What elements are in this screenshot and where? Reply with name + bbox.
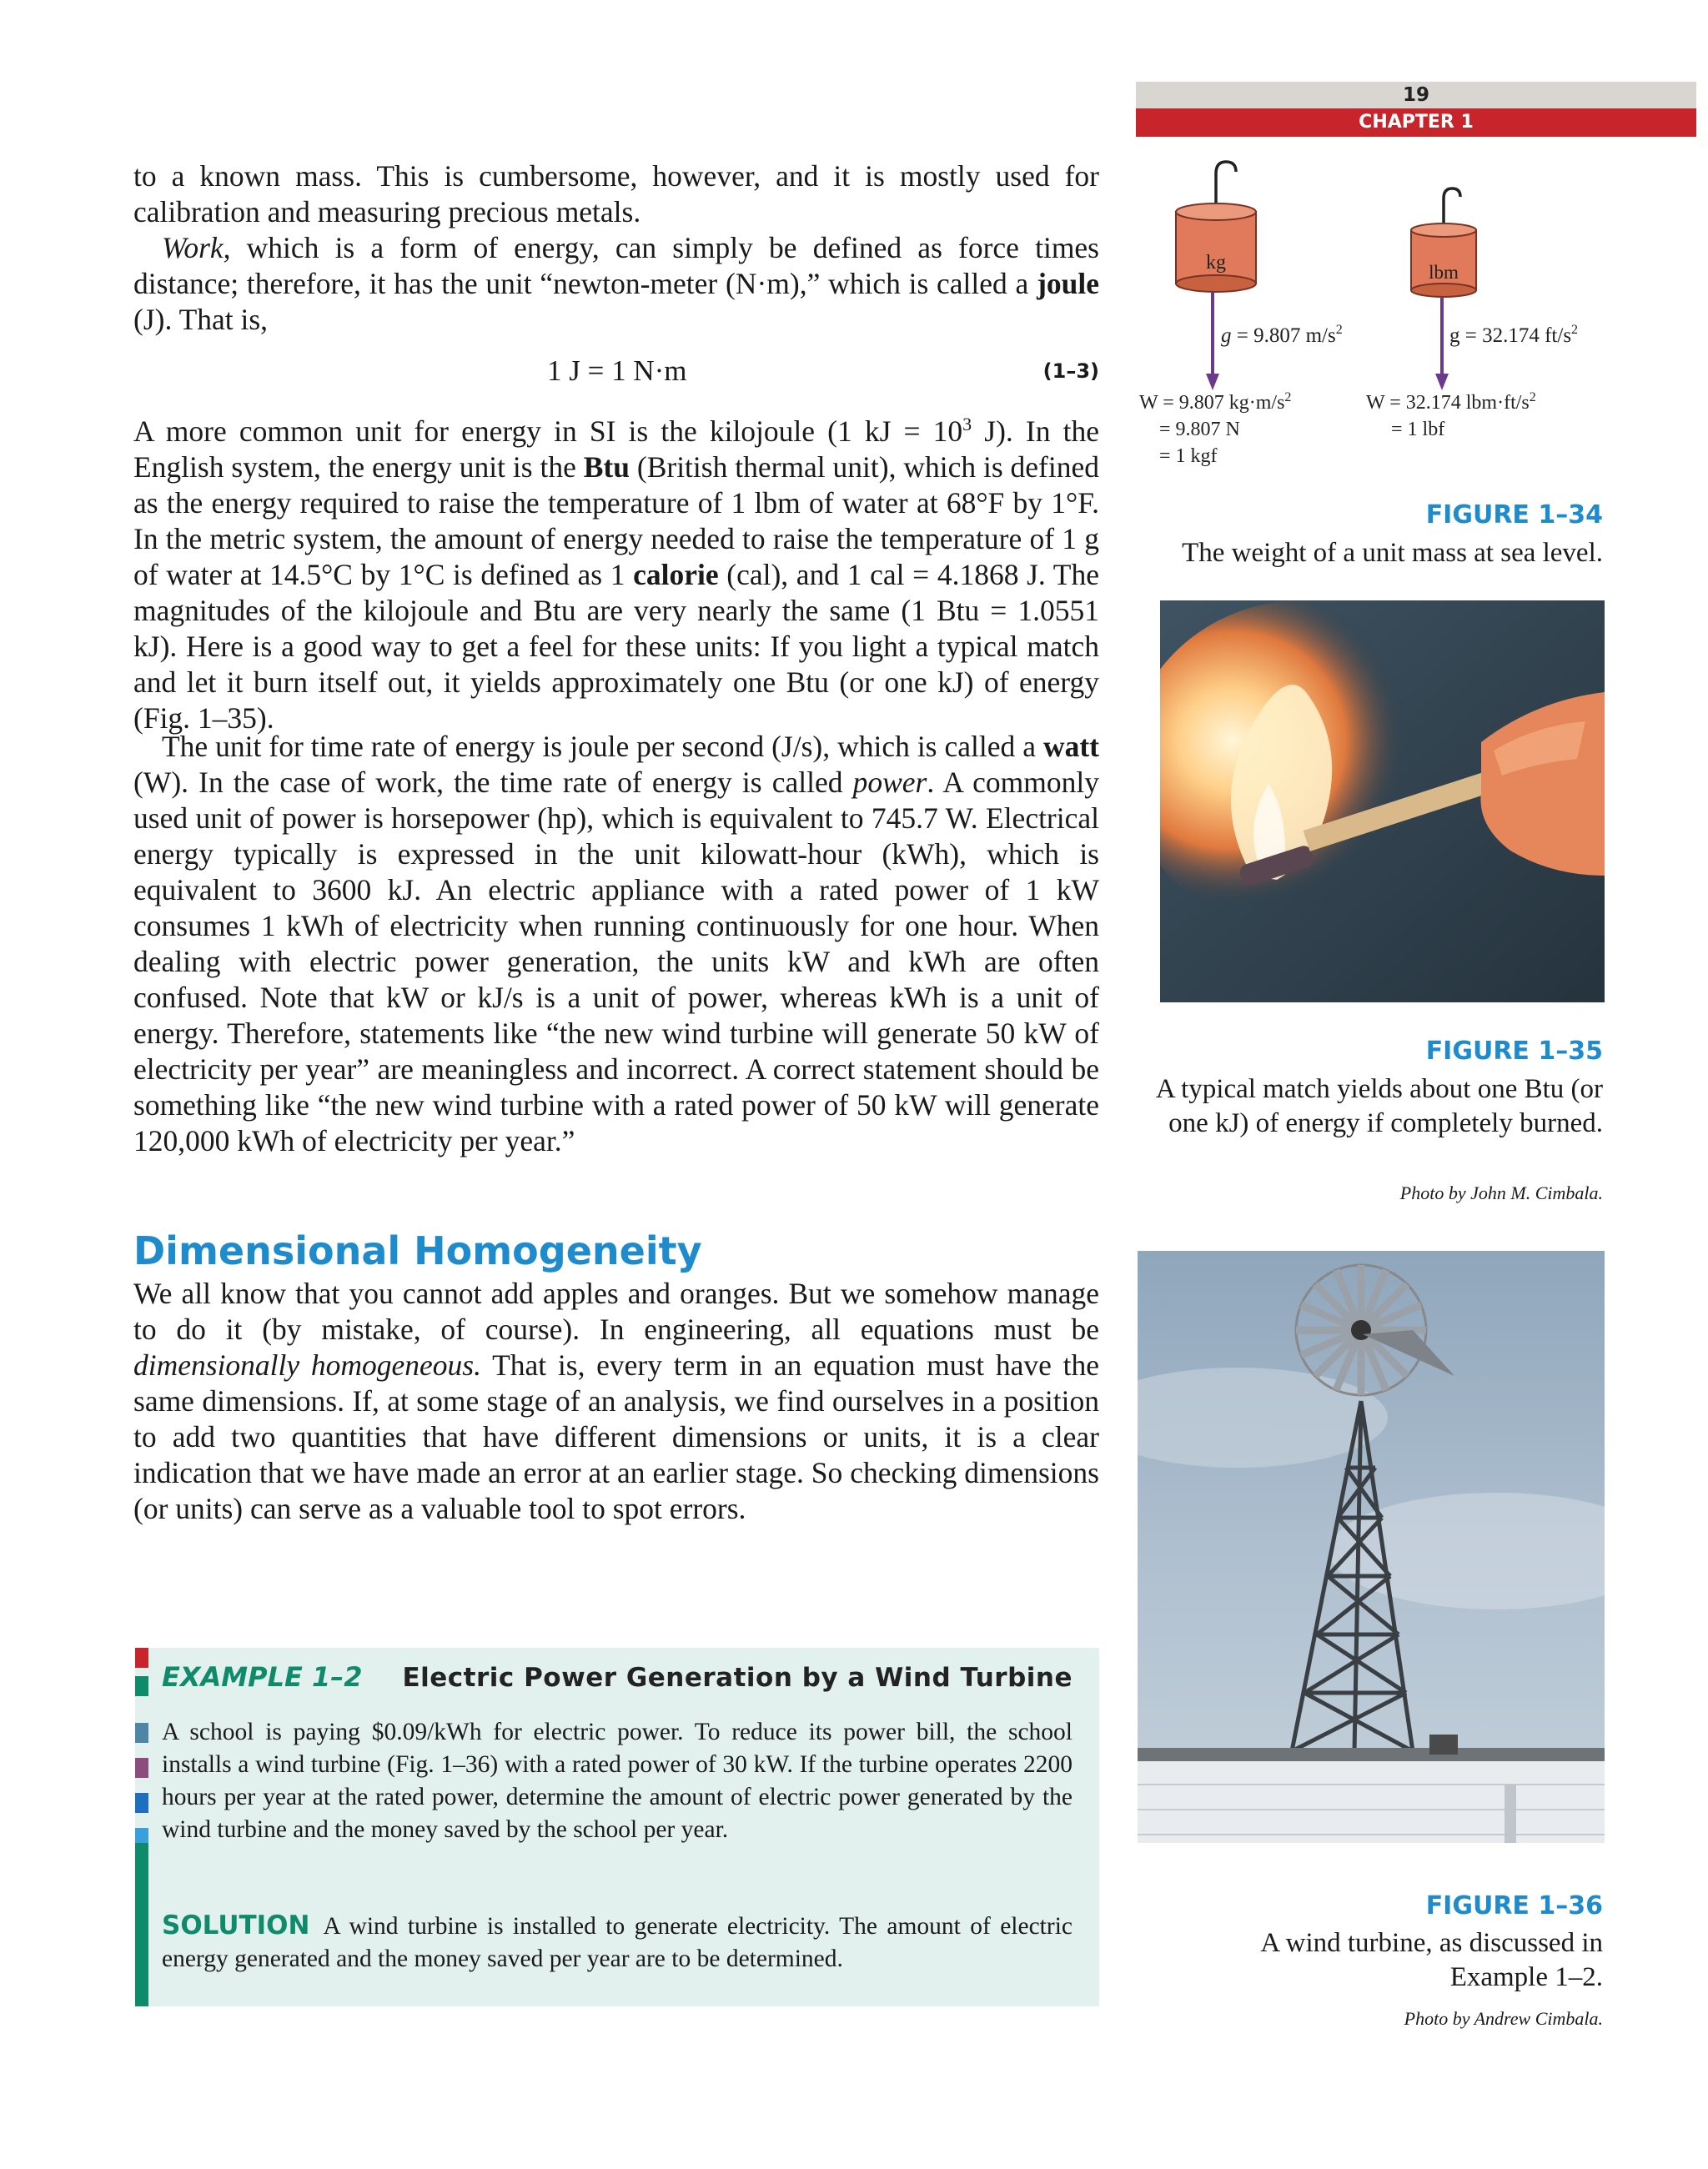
figure-1-36-credit: Photo by Andrew Cimbala.	[1404, 2008, 1603, 2029]
example-bar-segment	[135, 1723, 148, 1743]
weight-si-line-2: = 9.807 N	[1159, 419, 1240, 440]
example-header	[162, 1661, 1073, 1703]
paragraph-homogeneity: We all know that you cannot add apples and oranges. But we somehow manage to do it (by mistake, of course). In engineering, all equations must be dimensionally homogeneous. That is, every term in an equation must have the same dimensions. If, at some stage of an analysis, we find ourselves in a position to add two quantities that have different dimensions or units, it is a clear indication that we have made an error at an earlier stage. So checking dimensions (or units) can serve as a valuable tool to spot errors.	[133, 1277, 1099, 1525]
example-bar-segment	[135, 1758, 148, 1778]
figure-1-35-caption: A typical match yields about one Btu (or one kJ) of energy if completely burned.	[1155, 1074, 1603, 1138]
weight-si-line-1: W = 9.807 $kg\cdot m/s^2$	[1139, 390, 1292, 414]
weight-en-line-2: = 1 lbf	[1391, 419, 1445, 440]
example-solution: SOLUTION A wind turbine is installed to generate electricity. The amount of electric energy generated and the money saved per year are to be determined.	[162, 1910, 1073, 1972]
equation-number: (1–3)	[1042, 359, 1099, 383]
weight-en-line-1: W = 32.174 $lbm\cdot ft/s^2$	[1366, 390, 1536, 414]
paragraph-work: Work, which is a form of energy, can simply be defined as force times distance; therefore, it has the unit “newton-meter (N·m),” which is called a joule (J). That is,	[133, 231, 1099, 336]
figure-1-34-caption: The weight of a unit mass at sea level.	[1182, 538, 1603, 568]
page-number: 19	[1136, 82, 1696, 108]
paragraph-power: The unit for time rate of energy is joule per second (J/s), which is called a watt (W). In the case of work, the time rate of energy is called power. A commonly used unit of power is horsepower (hp), which is equivalent to 745.7 W. Electrical energy typically is expressed in the unit kilowatt-hour (kWh), which is equivalent to 3600 kJ. An electric appliance with a rated power of 1 kW consumes 1 kWh of electricity when running continuously for one hour. When dealing with electric power generation, the units kW and kWh are often confused. Note that kW or kJ/s is a unit of power, whereas kWh is a unit of energy. Therefore, statements like “the new wind turbine will generate 50 kW of electricity per year” are meaningless and incorrect. A correct statement should be something like “the new wind turbine with a rated power of 50 kW will generate 120,000 kWh of electricity per year.”	[133, 730, 1099, 1157]
example-bar-segment	[135, 1828, 148, 1843]
wind-turbine-photo	[1138, 1251, 1605, 1843]
paragraph-1: to a known mass. This is cumbersome, however, and it is mostly used for calibration and measuring precious metals.	[133, 159, 1099, 228]
figure-1-35-label: FIGURE 1–35	[1425, 1037, 1603, 1066]
chapter-label: CHAPTER 1	[1136, 108, 1696, 137]
roof-light	[1429, 1735, 1458, 1755]
building-roof	[1138, 1760, 1605, 1843]
figure-1-36-caption: A wind turbine, as discussed in Example 1–2.	[1260, 1928, 1603, 1992]
equation-1-3	[133, 354, 1099, 391]
lbm-label: lbm	[1429, 262, 1459, 283]
figure-1-36-label: FIGURE 1–36	[1425, 1891, 1603, 1920]
section-title: Dimensional Homogeneity	[133, 1228, 702, 1273]
figure-1-35-credit: Photo by John M. Cimbala.	[1399, 1182, 1603, 1203]
weight-si-line-3: = 1 kgf	[1159, 445, 1218, 467]
gravity-en-label: g = 32.174 $ft/s^2$	[1449, 323, 1579, 347]
example-bar-segment	[135, 1843, 148, 2006]
example-bar-segment	[135, 1676, 148, 1696]
figure-1-34-label: FIGURE 1–34	[1425, 500, 1603, 530]
solution-label: SOLUTION	[162, 1910, 310, 1941]
example-bar-segment	[135, 1793, 148, 1813]
paragraph-energy-units: A more common unit for energy in SI is the kilojoule (1 kJ = $10^3$ J). In the English system, the energy unit is the Btu (British thermal unit), which is defined as the energy required to raise the temperature of 1 lbm of water at 68°F by 1°F. In the metric system, the amount of energy needed to raise the temperature of 1 g of water at 14.5°C by 1°C is defined as 1 calorie (cal), and 1 cal = 4.1868 J. The magnitudes of the kilojoule and Btu are very nearly the same (1 Btu = 1.0551 kJ). Here is a good way to get a feel for these units: If you light a typical match and let it burn itself out, it yields approximately one Btu (or one kJ) of energy (Fig. 1–35).	[133, 414, 1099, 735]
example-bar-segment	[135, 1648, 148, 1668]
example-title: Electric Power Generation by a Wind Turbine	[402, 1663, 1073, 1693]
example-number: EXAMPLE 1–2	[162, 1661, 363, 1693]
unit-mass-diagram	[1136, 158, 1703, 475]
burning-match-photo	[1160, 600, 1605, 1002]
equation-text: 1 J = 1 N·m	[547, 354, 687, 387]
example-problem: A school is paying $0.09/kWh for electric power. To reduce its power bill, the school installs a wind turbine (Fig. 1–36) with a rated power of 30 kW. If the turbine operates 2200 hours per year at the rated power, determine the amount of electric power generated by the wind turbine and the money saved by the school per year.	[162, 1719, 1073, 1843]
gravity-si-label: g = 9.807 $m/s^2$	[1221, 323, 1343, 347]
kg-label: kg	[1206, 252, 1226, 274]
